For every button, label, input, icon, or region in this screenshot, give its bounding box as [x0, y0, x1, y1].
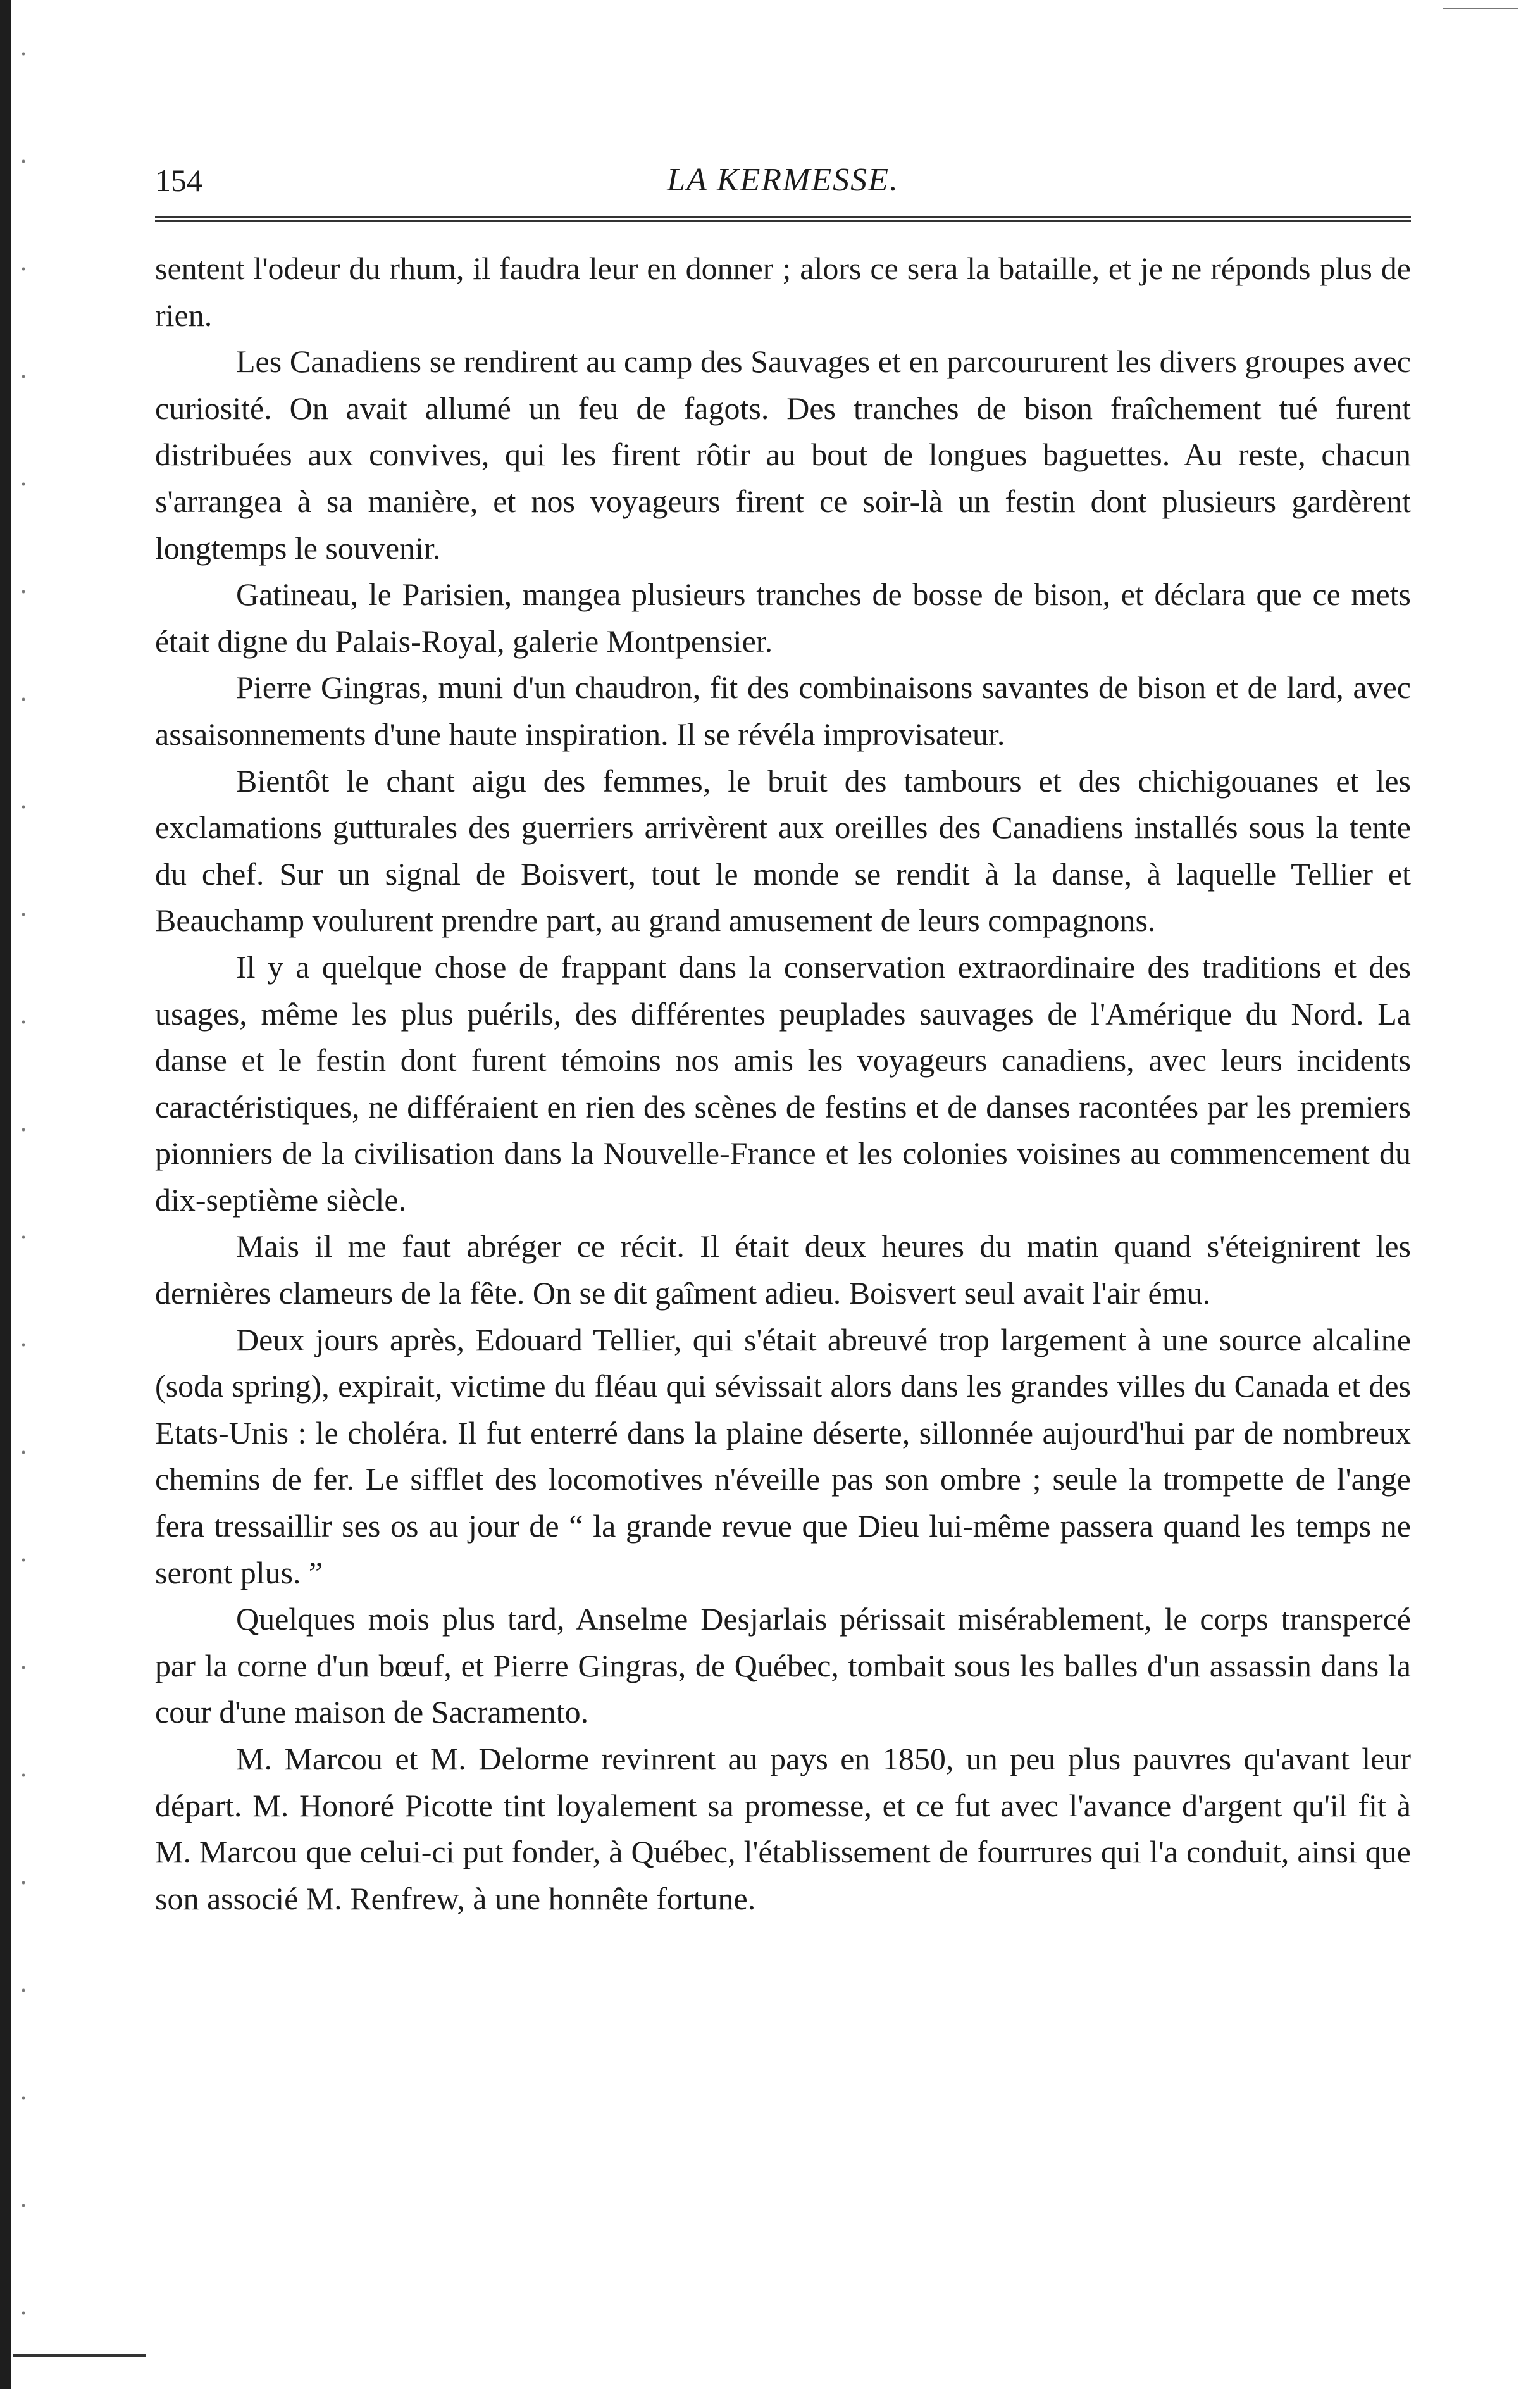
margin-specks	[19, 0, 28, 2389]
corner-mark	[1443, 8, 1518, 9]
paragraph: M. Marcou et M. Delorme revinrent au pays en 1850, un peu plus pauvres qu'avant leur départ. M. Honoré Picotte tint loyalement sa promesse, et ce fut avec l'avance d'argent qu'il fit à M. Marcou que celui-ci put fonder, à Québec, l'établissement de fourrures qui l'a conduit, ainsi que son associé M. Renfrew, à une honnête fortune.	[155, 1741, 1411, 1916]
body-text	[155, 246, 1411, 1922]
paragraph: Pierre Gingras, muni d'un chaudron, fit des combinaisons savantes de bison et de lard, avec assaisonnements d'une haute inspiration. Il se révéla improvisateur.	[155, 670, 1411, 752]
header-double-rule	[155, 216, 1411, 222]
bottom-edge-rule	[13, 2354, 146, 2357]
running-title: LA KERMESSE.	[667, 162, 899, 198]
paragraph: Gatineau, le Parisien, mangea plusieurs tranches de bosse de bison, et déclara que ce mets était digne du Palais-Royal, galerie Montpensier.	[155, 577, 1411, 659]
paragraph: Bientôt le chant aigu des femmes, le bruit des tambours et des chichigouanes et les exclamations gutturales des guerriers arrivèrent aux oreilles des Canadiens installés sous la tente du chef. Sur un signal de Boisvert, tout le monde se rendit à la danse, à laquelle Tellier et Beauchamp voulurent prendre part, au grand amusement de leurs compagnons.	[155, 763, 1411, 939]
paragraph-continuation: sentent l'odeur du rhum, il faudra leur en donner ; alors ce sera la bataille, et je ne réponds plus de rien.	[155, 251, 1411, 333]
page-header	[155, 158, 1411, 203]
paragraph: Mais il me faut abréger ce récit. Il était deux heures du matin quand s'éteignirent les dernières clameurs de la fête. On se dit gaîment adieu. Boisvert seul avait l'air ému.	[155, 1228, 1411, 1311]
paragraph: Deux jours après, Edouard Tellier, qui s'était abreuvé trop largement à une source alcaline (soda spring), expirait, victime du fléau qui sévissait alors dans les grandes villes du Canada et des Etats-Unis : le choléra. Il fut enterré dans la plaine déserte, sillonnée aujourd'hui par de nombreux chemins de fer. Le sifflet des locomotives n'éveille pas son ombre ; seule la trompette de l'ange fera tressaillir ses os au jour de “ la grande revue que Dieu lui-même passera quand les temps ne seront plus. ”	[155, 1321, 1411, 1590]
paragraph: Quelques mois plus tard, Anselme Desjarlais périssait misérablement, le corps transpercé par la corne d'un bœuf, et Pierre Gingras, de Québec, tombait sous les balles d'un assassin dans la cour d'une maison de Sacramento.	[155, 1601, 1411, 1730]
paragraph: Les Canadiens se rendirent au camp des Sauvages et en parcoururent les divers groupes avec curiosité. On avait allumé un feu de fagots. Des tranches de bison fraîchement tué furent distribuées aux convives, qui les firent rôtir au bout de longues baguettes. Au reste, chacun s'arrangea à sa manière, et nos voyageurs firent ce soir-là un festin dont plusieurs gardèrent longtemps le souvenir.	[155, 344, 1411, 566]
paragraph: Il y a quelque chose de frappant dans la conservation extraordinaire des traditions et des usages, même les plus puérils, des différentes peuplades sauvages de l'Amérique du Nord. La danse et le festin dont furent témoins nos amis les voyageurs canadiens, avec leurs incidents caractéristiques, ne différaient en rien des scènes de festins et de danses racontées par les premiers pionniers de la civilisation dans la Nouvelle-France et les colonies voisines au commencement du dix-septième siècle.	[155, 949, 1411, 1218]
book-spine-edge	[0, 0, 11, 2389]
page-number: 154	[155, 163, 202, 198]
